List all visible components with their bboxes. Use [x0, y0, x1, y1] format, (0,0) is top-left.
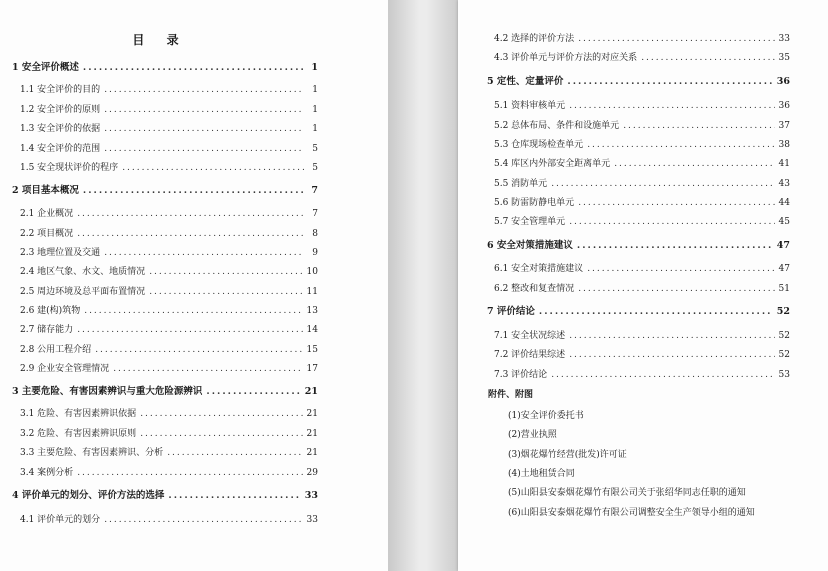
toc-page-number: 21 — [304, 386, 318, 397]
toc-page-number: 17 — [306, 364, 318, 374]
toc-section-entry[interactable] — [20, 104, 318, 116]
toc-section-entry[interactable] — [494, 216, 790, 228]
toc-entry-title: 2.1 企业概况 — [20, 209, 74, 219]
toc-entry-title: 5.7 安全管理单元 — [494, 217, 566, 227]
toc-section-entry[interactable] — [494, 283, 790, 295]
toc-page-number: 41 — [778, 159, 790, 169]
toc-leader-dots — [104, 84, 304, 96]
toc-chapter-entry[interactable] — [487, 306, 790, 318]
toc-leader-dots — [641, 52, 774, 64]
toc-chapter-entry[interactable] — [12, 185, 318, 197]
toc-entry-title: 2 项目基本概况 — [12, 185, 79, 196]
toc-section-entry[interactable] — [20, 408, 318, 420]
left-page — [0, 0, 388, 571]
toc-page-number: 47 — [776, 240, 790, 251]
toc-section-entry[interactable] — [20, 344, 318, 356]
toc-page-number: 10 — [306, 267, 318, 277]
toc-page-number: 29 — [306, 468, 318, 478]
appendix-item[interactable]: (6)山阳县安泰烟花爆竹有限公司调整安全生产领导小组的通知 — [508, 508, 755, 518]
toc-leader-dots — [569, 216, 774, 228]
toc-page-number: 14 — [306, 325, 318, 335]
toc-page-number: 5 — [312, 144, 318, 154]
toc-entry-title: 5 定性、定量评价 — [487, 76, 564, 87]
toc-page-number: 21 — [306, 429, 318, 439]
toc-leader-dots — [569, 349, 774, 361]
toc-leader-dots — [83, 62, 304, 74]
toc-entry-title: 7.1 安全状况综述 — [494, 331, 566, 341]
toc-section-entry[interactable] — [20, 228, 318, 240]
toc-leader-dots — [539, 306, 773, 318]
toc-page-number: 52 — [776, 306, 790, 317]
toc-page-number: 44 — [778, 198, 790, 208]
toc-leader-dots — [587, 139, 774, 151]
toc-leader-dots — [140, 408, 302, 420]
toc-leader-dots — [84, 305, 302, 317]
toc-leader-dots — [206, 386, 300, 398]
toc-leader-dots — [578, 197, 774, 209]
toc-section-entry[interactable] — [20, 428, 318, 440]
toc-page-number: 21 — [306, 409, 318, 419]
toc-page-number: 47 — [778, 264, 790, 274]
toc-entry-title: 1.3 安全评价的依据 — [20, 124, 101, 134]
toc-entry-title: 3 主要危险、有害因素辨识与重大危险源辨识 — [12, 386, 203, 397]
toc-entry-title: 1.2 安全评价的原则 — [20, 105, 101, 115]
toc-page-number: 45 — [778, 217, 790, 227]
toc-page-number: 36 — [778, 101, 790, 111]
toc-page-number: 36 — [776, 76, 790, 87]
toc-leader-dots — [149, 286, 302, 298]
toc-entry-title: 7.3 评价结论 — [494, 370, 548, 380]
toc-page-number: 1 — [311, 62, 318, 73]
toc-page-number: 7 — [312, 209, 318, 219]
toc-section-entry[interactable] — [20, 447, 318, 459]
toc-page-number: 5 — [312, 163, 318, 173]
toc-section-entry[interactable] — [494, 178, 790, 190]
toc-page-number: 9 — [312, 248, 318, 258]
toc-entry-title: 5.3 仓库现场检查单元 — [494, 140, 584, 150]
toc-section-entry[interactable] — [20, 363, 318, 375]
appendix-heading: 附件、附图 — [488, 390, 534, 400]
toc-leader-dots — [567, 76, 772, 88]
appendix-item[interactable]: (5)山阳县安泰烟花爆竹有限公司关于张绍华同志任职的通知 — [508, 488, 746, 498]
toc-leader-dots — [167, 447, 302, 459]
toc-entry-title: 6.2 整改和复查情况 — [494, 284, 575, 294]
toc-page-number: 53 — [778, 370, 790, 380]
toc-section-entry[interactable] — [494, 139, 790, 151]
toc-entry-title: 2.2 项目概况 — [20, 229, 74, 239]
toc-section-entry[interactable] — [494, 100, 790, 112]
toc-leader-dots — [578, 33, 774, 45]
appendix-item[interactable]: (3)烟花爆竹经营(批发)许可证 — [508, 450, 627, 460]
toc-entry-title: 2.5 周边环境及总平面布置情况 — [20, 287, 146, 297]
toc-section-entry[interactable] — [494, 263, 790, 275]
toc-leader-dots — [113, 363, 302, 375]
toc-leader-dots — [140, 428, 302, 440]
toc-entry-title: 2.8 公用工程介绍 — [20, 345, 92, 355]
toc-entry-title: 2.4 地区气象、水文、地质情况 — [20, 267, 146, 277]
toc-page-number: 21 — [306, 448, 318, 458]
toc-section-entry[interactable] — [20, 247, 318, 259]
toc-leader-dots — [149, 266, 302, 278]
toc-entry-title: 2.9 企业安全管理情况 — [20, 364, 110, 374]
toc-section-entry[interactable] — [20, 324, 318, 336]
toc-chapter-entry[interactable] — [487, 240, 790, 252]
toc-leader-dots — [104, 247, 304, 259]
toc-page-number: 38 — [778, 140, 790, 150]
toc-entry-title: 1.5 安全现状评价的程序 — [20, 163, 119, 173]
toc-page-number: 51 — [778, 284, 790, 294]
toc-page-number: 37 — [778, 121, 790, 131]
toc-leader-dots — [614, 158, 774, 170]
toc-section-entry[interactable] — [494, 52, 790, 64]
toc-section-entry[interactable] — [20, 162, 318, 174]
toc-entry-title: 3.4 案例分析 — [20, 468, 74, 478]
page-gutter — [388, 0, 458, 571]
toc-entry-title: 4.3 评价单元与评价方法的对应关系 — [494, 53, 638, 63]
toc-page-number: 33 — [304, 490, 318, 501]
toc-leader-dots — [77, 324, 302, 336]
toc-entry-title: 3.3 主要危险、有害因素辨识、分析 — [20, 448, 164, 458]
toc-leader-dots — [587, 263, 774, 275]
toc-section-entry[interactable] — [20, 84, 318, 96]
toc-leader-dots — [578, 283, 774, 295]
toc-leader-dots — [623, 120, 774, 132]
toc-chapter-entry[interactable] — [12, 62, 318, 74]
toc-page-number: 11 — [306, 287, 318, 297]
toc-page-number: 35 — [778, 53, 790, 63]
appendix-item[interactable]: (4)土地租赁合同 — [508, 469, 575, 479]
toc-leader-dots — [122, 162, 304, 174]
appendix-item[interactable]: (2)营业执照 — [508, 430, 557, 440]
toc-section-entry[interactable] — [494, 369, 790, 381]
toc-leader-dots — [77, 228, 304, 240]
toc-leader-dots — [551, 369, 774, 381]
toc-leader-dots — [77, 467, 302, 479]
toc-section-entry[interactable] — [20, 467, 318, 479]
toc-section-entry[interactable] — [20, 286, 318, 298]
appendix-item[interactable]: (1)安全评价委托书 — [508, 411, 584, 421]
toc-leader-dots — [104, 123, 304, 135]
toc-page-number: 1 — [312, 105, 318, 115]
toc-entry-title: 7.2 评价结果综述 — [494, 350, 566, 360]
toc-entry-title: 5.5 消防单元 — [494, 179, 548, 189]
toc-leader-dots — [77, 208, 304, 220]
toc-section-entry[interactable] — [20, 266, 318, 278]
toc-entry-title: 3.1 危险、有害因素辨识依据 — [20, 409, 137, 419]
toc-entry-title: 5.2 总体布局、条件和设施单元 — [494, 121, 620, 131]
toc-page-number: 43 — [778, 179, 790, 189]
toc-entry-title: 5.6 防雷防静电单元 — [494, 198, 575, 208]
toc-section-entry[interactable] — [494, 330, 790, 342]
toc-entry-title: 2.6 建(构)筑物 — [20, 306, 81, 316]
toc-page-number: 15 — [306, 345, 318, 355]
toc-entry-title: 4.2 选择的评价方法 — [494, 34, 575, 44]
toc-page-number: 1 — [312, 124, 318, 134]
toc-entry-title: 1.4 安全评价的范围 — [20, 144, 101, 154]
toc-chapter-entry[interactable] — [487, 76, 790, 88]
right-page — [458, 0, 828, 571]
toc-section-entry[interactable] — [494, 158, 790, 170]
toc-entry-title: 5.1 资料审核单元 — [494, 101, 566, 111]
toc-title: 目 录 — [132, 33, 188, 47]
toc-section-entry[interactable] — [20, 514, 318, 526]
toc-leader-dots — [551, 178, 774, 190]
toc-entry-title: 2.7 储存能力 — [20, 325, 74, 335]
toc-page-number: 1 — [312, 85, 318, 95]
toc-leader-dots — [569, 100, 774, 112]
toc-page-number: 7 — [311, 185, 318, 196]
toc-leader-dots — [104, 514, 302, 526]
toc-section-entry[interactable] — [494, 197, 790, 209]
toc-entry-title: 3.2 危险、有害因素辨识原则 — [20, 429, 137, 439]
toc-leader-dots — [577, 240, 773, 252]
toc-page-number: 8 — [312, 229, 318, 239]
toc-entry-title: 4 评价单元的划分、评价方法的选择 — [12, 490, 165, 501]
toc-chapter-entry[interactable] — [12, 386, 318, 398]
toc-entry-title: 6.1 安全对策措施建议 — [494, 264, 584, 274]
toc-page-number: 13 — [306, 306, 318, 316]
toc-leader-dots — [569, 330, 774, 342]
toc-entry-title: 4.1 评价单元的划分 — [20, 515, 101, 525]
toc-entry-title: 1 安全评价概述 — [12, 62, 79, 73]
toc-page-number: 33 — [306, 515, 318, 525]
toc-section-entry[interactable] — [494, 120, 790, 132]
toc-leader-dots — [83, 185, 304, 197]
toc-page-number: 33 — [778, 34, 790, 44]
toc-section-entry[interactable] — [20, 123, 318, 135]
toc-section-entry[interactable] — [20, 208, 318, 220]
toc-section-entry[interactable] — [20, 305, 318, 317]
toc-section-entry[interactable] — [494, 349, 790, 361]
toc-entry-title: 1.1 安全评价的目的 — [20, 85, 101, 95]
toc-chapter-entry[interactable] — [12, 490, 318, 502]
toc-entry-title: 5.4 库区内外部安全距离单元 — [494, 159, 611, 169]
toc-section-entry[interactable] — [494, 33, 790, 45]
toc-leader-dots — [104, 143, 304, 155]
toc-page-number: 52 — [778, 350, 790, 360]
toc-leader-dots — [168, 490, 300, 502]
toc-entry-title: 6 安全对策措施建议 — [487, 240, 573, 251]
toc-page-number: 52 — [778, 331, 790, 341]
toc-section-entry[interactable] — [20, 143, 318, 155]
toc-leader-dots — [104, 104, 304, 116]
toc-entry-title: 7 评价结论 — [487, 306, 535, 317]
toc-entry-title: 2.3 地理位置及交通 — [20, 248, 101, 258]
toc-leader-dots — [95, 344, 302, 356]
